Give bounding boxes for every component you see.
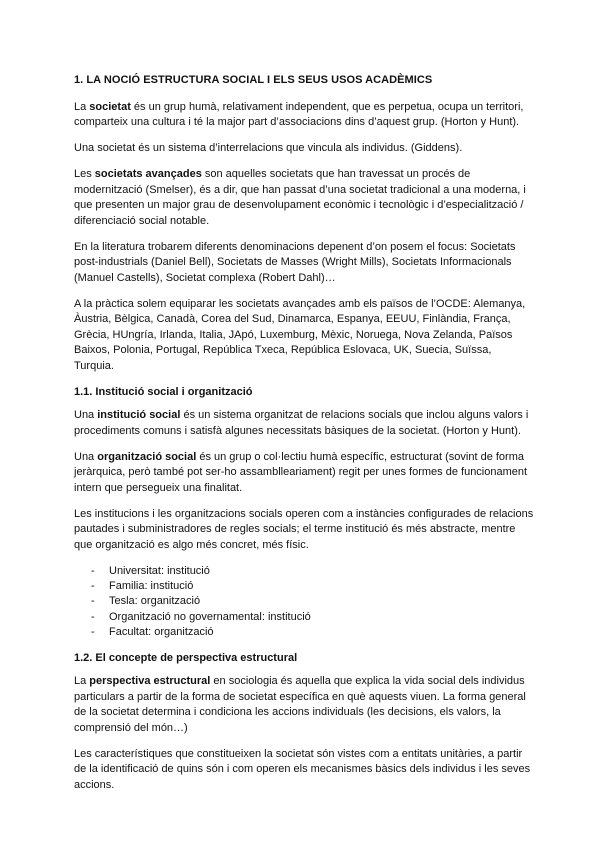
list-item-text: Organització no governamental: institució — [109, 610, 311, 623]
paragraph-text: és un sistema organitzat de relacions socials que inclou alguns valors i procediments comuns i satisfà algunes necessitats bàsiques de la societat. (Horton y Hunt). — [74, 409, 529, 437]
paragraph-caracteristiques: Les característiques que constitueixen la societat són vistes com a entitats unitàries, a partir de la identificació de quins són i com operen els mecanismes bàsics dels individus i les seves accions. — [74, 747, 531, 791]
list-item — [91, 564, 534, 579]
section-heading: 1. LA NOCIÓ ESTRUCTURA SOCIAL I ELS SEUS USOS ACADÈMICS — [74, 74, 433, 86]
list-bullet: - — [91, 595, 95, 608]
list-item — [91, 579, 534, 594]
term-perspectiva-estructural: perspectiva estructural — [89, 675, 211, 688]
paragraph-text: Una — [74, 409, 98, 421]
paragraph-text: son aquelles societats que han travessat un procés de modernització (Smelser), és a dir, que han passat d’una societat tradicional a una moderna, i que presenten un major grau de desenvolupament econòmic i tecnològic i d’especialització / diferenciació social notable. — [74, 168, 526, 227]
list-item — [91, 594, 534, 609]
paragraph-text: La — [74, 675, 90, 688]
paragraph-ocde: A la pràctica solem equiparar les societats avançades amb els països de l’OCDE: Alemanya, Àustria, Bèlgica, Canadà, Corea del Sud, Dinamarca, Espanya, EEUU, Finlàndia, França, Grècia, HUngría, Irlanda, Italia, JApó, Luxemburg, Mèxic, Noruega, Nova Zelanda, Països Baixos, Polonia, Portugal, República Txeca, República Eslovaca, UK, Suecia, Suïssa, Turquia. — [74, 297, 526, 372]
list-item-text: Familia: institució — [109, 579, 194, 592]
paragraph-organitzacio — [74, 450, 534, 497]
paragraph-societats-avancades — [74, 167, 534, 229]
list-item — [91, 625, 534, 640]
list-item — [91, 610, 534, 625]
list-item-text: Universitat: institució — [109, 564, 210, 577]
paragraph-giddens: Una societat és un sistema d’interrelacions que vincula als individus. (Giddens). — [74, 142, 463, 154]
list-bullet: - — [91, 564, 95, 577]
paragraph-institucio — [74, 408, 534, 439]
paragraph-text: Una — [74, 450, 98, 463]
paragraph-societat — [74, 100, 534, 131]
paragraph-text: en sociologia és aquella que explica la vida social dels individus particulars a partir de la forma de societat específica en què aquests viuen. La forma general de la societat determina i condiciona les accions individuals (les decisions, els valors, la comprensió del món…) — [74, 675, 526, 734]
paragraph-perspectiva-estructural — [74, 674, 534, 736]
examples-list — [74, 564, 534, 641]
paragraph-text: és un grup humà, relativament independent, que es perpetua, ocupa un territori, comparteix una cultura i té la major part d’associacions dins d’aquest grup. (Horton y Hunt). — [74, 100, 524, 128]
paragraph-institucions-organitzacions: Les institucions i les organitzacions socials operen com a instàncies configurades de relacions pautades i subministradores de regles socials; el terme institució és més abstracte, mentre que organització es algo més concret, més físic. — [74, 507, 534, 551]
list-bullet: - — [91, 579, 95, 592]
paragraph-text: La — [74, 100, 90, 113]
list-item-text: Facultat: organització — [109, 626, 214, 639]
paragraph-text: és un grup o col·lectiu humà específic, estructurat (sovint de forma jeràrquica, però també pot ser-ho assamblleariament) regit per unes formes de funcionament intern que persegueix una finalitat. — [74, 450, 528, 494]
list-item-text: Tesla: organització — [109, 595, 201, 608]
subsection-heading-1-2: 1.2. El concepte de perspectiva estructural — [74, 651, 298, 664]
paragraph-denominacions: En la literatura trobarem diferents denominacions depenent d’on posem el focus: Societats post-industrials (Daniel Bell), Societats de Masses (Wright Mills), Societats Informacionals (Manuel Castells), Societat complexa (Robert Dahl)… — [74, 240, 516, 284]
list-bullet: - — [91, 626, 95, 639]
document-content — [74, 73, 534, 804]
term-societat: societat — [89, 100, 131, 113]
paragraph-text: Les — [74, 168, 95, 180]
subsection-heading-1-1: 1.1. Institució social i organització — [74, 385, 253, 398]
term-organitzacio-social: organització social — [97, 450, 197, 463]
term-societats-avancades: societats avançades — [94, 168, 202, 180]
list-bullet: - — [91, 610, 95, 623]
term-institucio-social: institució social — [97, 409, 181, 421]
